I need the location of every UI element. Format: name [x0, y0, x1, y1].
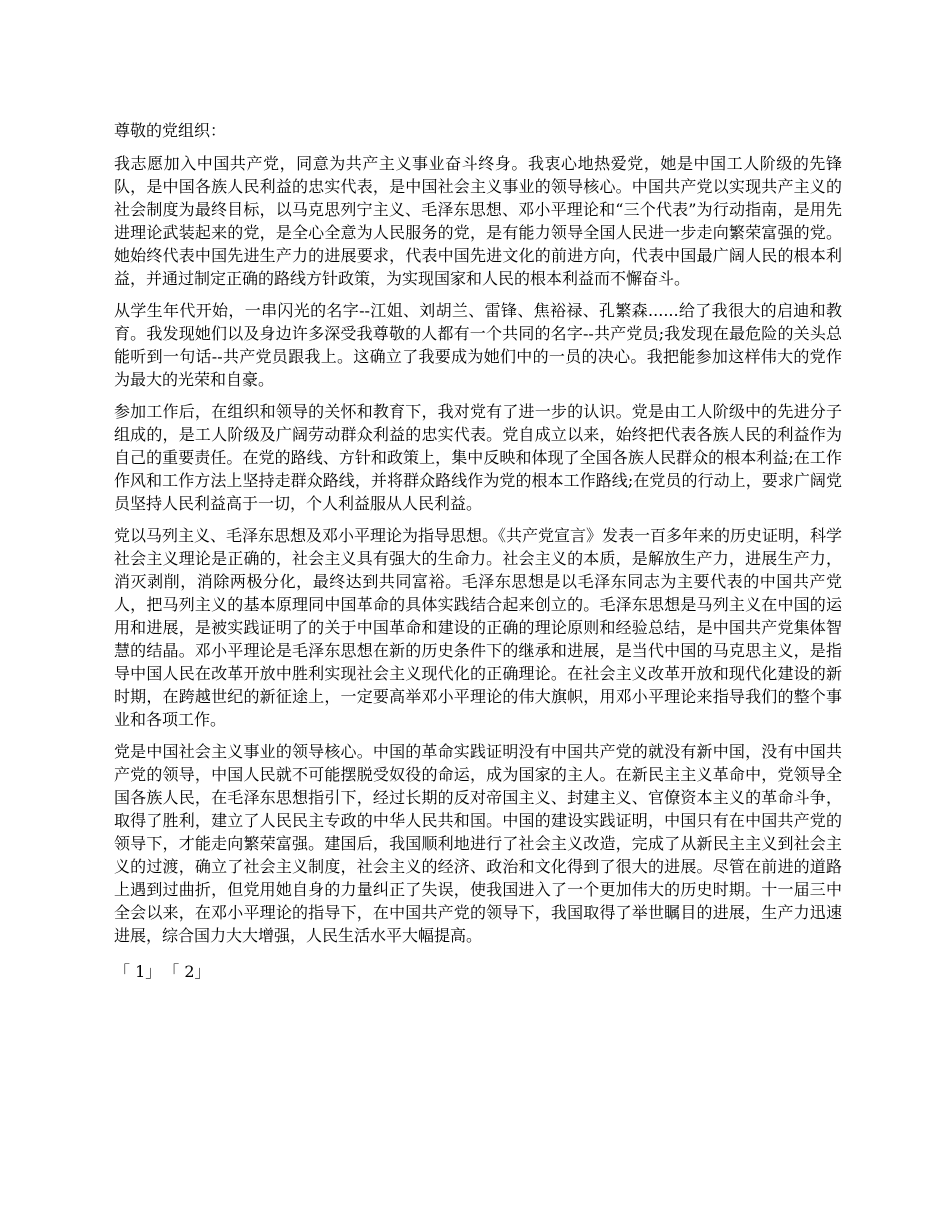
paragraph-1: 我志愿加入中国共产党，同意为共产主义事业奋斗终身。我衷心地热爱党，她是中国工人阶级的先锋队，是中国各族人民利益的忠实代表，是中国社会主义事业的领导核心。中国共产党以实现共产主义的社会制度为最终目标，以马克思列宁主义、毛泽东思想、邓小平理论和“三个代表”为行动指南，是用先进理论武装起来的党，是全心全意为人民服务的党，是有能力领导全国人民进一步走向繁荣富强的党。她始终代表中国先进生产力的进展要求，代表中国先进文化的前进方向，代表中国最广阔人民的根本利益，并通过制定正确的路线方针政策，为实现国家和人民的根本利益而不懈奋斗。 [114, 154, 842, 288]
paragraph-5: 党是中国社会主义事业的领导核心。中国的革命实践证明没有中国共产党的就没有新中国，没有中国共产党的领导，中国人民就不可能摆脱受奴役的命运，成为国家的主人。在新民主主义革命中，党领导全国各族人民，在毛泽东思想指引下，经过长期的反对帝国主义、封建主义、官僚资本主义的革命斗争，取得了胜利，建立了人民民主专政的中华人民共和国。中国的建设实践证明，中国只有在中国共产党的领导下，才能走向繁荣富强。建国后，我国顺利地进行了社会主义改造，完成了从新民主主义到社会主义的过渡，确立了社会主义制度，社会主义的经济、政治和文化得到了很大的进展。尽管在前进的道路上遇到过曲折，但党用她自身的力量纠正了失误，使我国进入了一个更加伟大的历史时期。十一届三中全会以来，在邓小平理论的指导下，在中国共产党的领导下，我国取得了举世瞩目的进展，生产力迅速进展，综合国力大大增强，人民生活水平大幅提高。 [114, 742, 842, 945]
pagination [114, 961, 842, 983]
paragraph-3: 参加工作后，在组织和领导的关怀和教育下，我对党有了进一步的认识。党是由工人阶级中的先进分子组成的，是工人阶级及广阔劳动群众利益的忠实代表。党自成立以来，始终把代表各族人民的利益作为自己的重要责任。在党的路线、方针和政策上，集中反映和体现了全国各族人民群众的根本利益;在工作作风和工作方法上坚持走群众路线，并将群众路线作为党的根本工作路线;在党员的行动上，要求广阔党员坚持人民利益高于一切，个人利益服从人民利益。 [114, 402, 842, 513]
paragraph-2: 从学生年代开始，一串闪光的名字--江姐、刘胡兰、雷锋、焦裕禄、孔繁森......给了我很大的启迪和教育。我发现她们以及身边许多深受我尊敬的人都有一个共同的名字--共产党员;我发现在最危险的关头总能听到一句话--共产党员跟我上。这确立了我要成为她们中的一员的决心。我把能参加这样伟大的党作为最大的光荣和自豪。 [114, 301, 842, 389]
salutation: 尊敬的党组织： [114, 121, 227, 140]
page-link-2[interactable]: 「 2」 [163, 962, 211, 981]
page-link-1[interactable]: 「 1」 [114, 962, 162, 981]
document-body [114, 120, 842, 983]
paragraph-4: 党以马列主义、毛泽东思想及邓小平理论为指导思想。《共产党宣言》发表一百多年来的历史证明，科学社会主义理论是正确的，社会主义具有强大的生命力。社会主义的本质，是解放生产力，进展生产力，消灭剥削，消除两极分化，最终达到共同富裕。毛泽东思想是以毛泽东同志为主要代表的中国共产党人，把马列主义的基本原理同中国革命的具体实践结合起来创立的。毛泽东思想是马列主义在中国的运用和进展，是被实践证明了的关于中国革命和建设的正确的理论原则和经验总结，是中国共产党集体智慧的结晶。邓小平理论是毛泽东思想在新的历史条件下的继承和进展，是当代中国的马克思主义，是指导中国人民在改革开放中胜利实现社会主义现代化的正确理论。在社会主义改革开放和现代化建设的新时期，在跨越世纪的新征途上，一定要高举邓小平理论的伟大旗帜，用邓小平理论来指导我们的整个事业和各项工作。 [114, 526, 843, 729]
